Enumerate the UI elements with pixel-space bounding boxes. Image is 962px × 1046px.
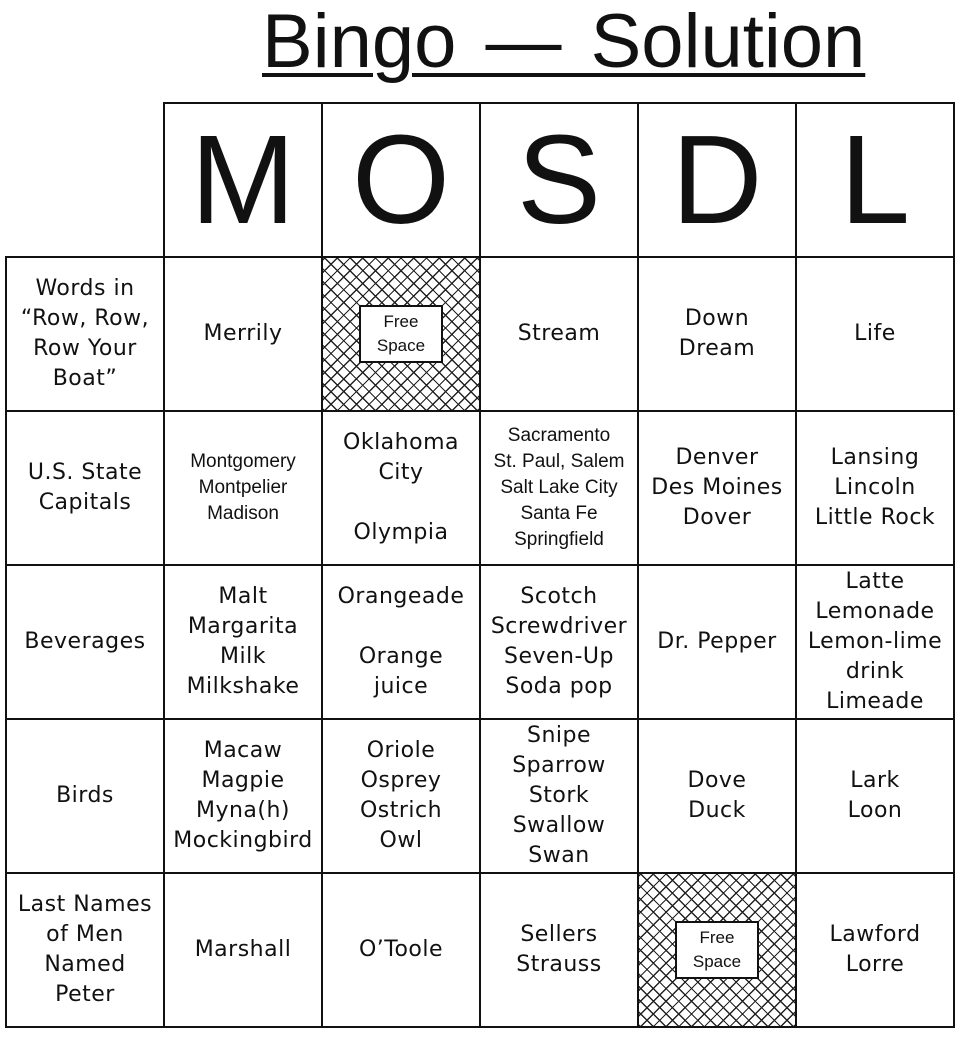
answer-cell: Orangeade Orange juice bbox=[321, 564, 479, 718]
page-title: Bingo — Solution bbox=[262, 0, 866, 84]
answer-cell: Merrily bbox=[163, 256, 321, 410]
answer-cell: Stream bbox=[479, 256, 637, 410]
answer-cell: Lark Loon bbox=[795, 718, 953, 872]
answer-cell: Marshall bbox=[163, 872, 321, 1026]
column-header-d: D bbox=[637, 102, 795, 256]
row-category: Last Names of Men Named Peter bbox=[5, 872, 163, 1026]
answer-cell: Down Dream bbox=[637, 256, 795, 410]
answer-cell: Latte Lemonade Lemon-lime drink Limeade bbox=[795, 564, 953, 718]
free-space-label: Free Space bbox=[675, 921, 759, 979]
answer-cell: Dr. Pepper bbox=[637, 564, 795, 718]
answer-cell: Malt Margarita Milk Milkshake bbox=[163, 564, 321, 718]
column-header-m: M bbox=[163, 102, 321, 256]
row-category: U.S. State Capitals bbox=[5, 410, 163, 564]
answer-cell: Oklahoma City Olympia bbox=[321, 410, 479, 564]
answer-cell: Lawford Lorre bbox=[795, 872, 953, 1026]
answer-cell: Scotch Screwdriver Seven-Up Soda pop bbox=[479, 564, 637, 718]
column-header-s: S bbox=[479, 102, 637, 256]
row-category: Beverages bbox=[5, 564, 163, 718]
row-category: Birds bbox=[5, 718, 163, 872]
answer-cell: Oriole Osprey Ostrich Owl bbox=[321, 718, 479, 872]
answer-cell: Sacramento St. Paul, Salem Salt Lake City Santa Fe Springfield bbox=[479, 410, 637, 564]
answer-cell: Sellers Strauss bbox=[479, 872, 637, 1026]
answer-cell: Denver Des Moines Dover bbox=[637, 410, 795, 564]
corner-blank bbox=[5, 102, 163, 256]
answer-cell: Lansing Lincoln Little Rock bbox=[795, 410, 953, 564]
free-space-label: Free Space bbox=[359, 305, 443, 363]
answer-cell: Life bbox=[795, 256, 953, 410]
answer-cell: Macaw Magpie Myna(h) Mockingbird bbox=[163, 718, 321, 872]
free-space-cell bbox=[637, 872, 795, 1026]
free-space-cell bbox=[321, 256, 479, 410]
answer-cell: O’Toole bbox=[321, 872, 479, 1026]
answer-cell: Montgomery Montpelier Madison bbox=[163, 410, 321, 564]
row-category: Words in “Row, Row, Row Your Boat” bbox=[5, 256, 163, 410]
bingo-grid bbox=[5, 102, 955, 1028]
answer-cell: Dove Duck bbox=[637, 718, 795, 872]
column-header-o: O bbox=[321, 102, 479, 256]
answer-cell: Snipe Sparrow Stork Swallow Swan bbox=[479, 718, 637, 872]
column-header-l: L bbox=[795, 102, 953, 256]
